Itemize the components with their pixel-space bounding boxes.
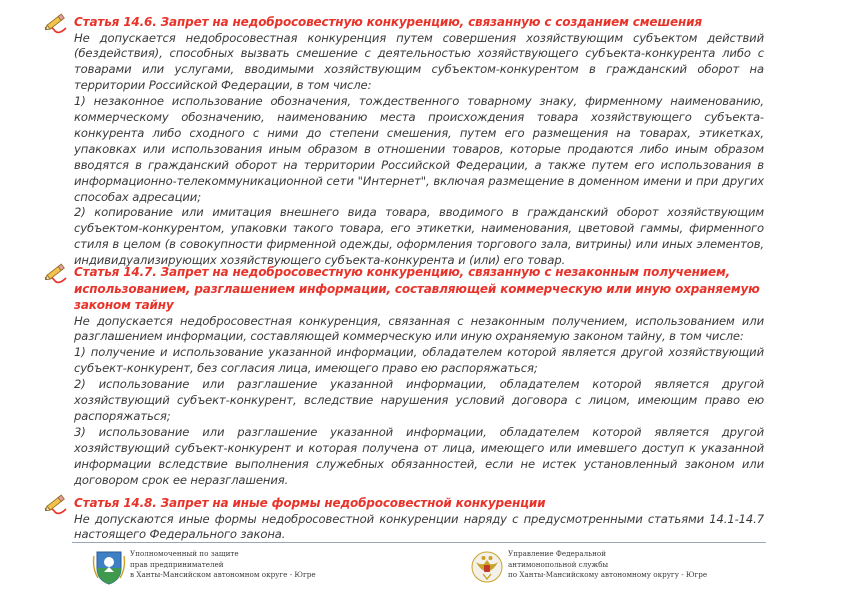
article-14-7 [74, 264, 764, 488]
footer-line: в Ханты-Мансийском автономном округе - Югре [130, 570, 316, 580]
article-paragraph: 2) использование или разглашение указанной информации, обладателем которой является другой хозяйствующий субъект-конкурент, вследствие нарушения условий договора с лицом, имеющим право ею распоряжаться; [74, 377, 764, 423]
article-paragraph: Не допускается недобросовестная конкуренция путем совершения хозяйствующим субъектом действий (бездействия), способных вызвать смешение с деятельностью хозяйствующего субъекта-конкурента либо с товарами или услугами, вводимыми хозяйствующим субъектом-конкурентом в гражданский оборот на территории Российской Федерации, в том числе: [74, 30, 764, 93]
article-paragraph: 1) незаконное использование обозначения, тождественного товарному знаку, фирменному наименованию, коммерческому обозначению, наименованию места происхождения товара хозяйствующего субъекта-конкурента либо сходного с ними до степени смешения, путем его размещения на товарах, этикетках, упаковках или использования иным образом в отношении товаров, которые продаются либо иным образом вводятся в гражданский оборот на территории Российской Федерации, а также путем его использования в информационно-телекоммуникационной сети "Интернет", включая размещение в доменном имени и при других способах адресации; [74, 94, 764, 204]
khmao-coat-of-arms-icon [92, 548, 126, 586]
pencil-icon [42, 493, 70, 519]
article-heading: Статья 14.6. Запрет на недобросовестную конкуренцию, связанную с созданием смешения [74, 15, 702, 29]
pencil-icon [42, 262, 70, 288]
footer-line: Управление Федеральной [508, 549, 607, 558]
article-paragraph: 3) использование или разглашение указанной информации, обладателем которой является другой хозяйствующий субъект-конкурент и которая получена от лица, имеющего или имевшего доступ к указанной информации вследствие выполнения служебных обязанностей, если не истек установленный законом или договором срок ее неразглашения. [74, 424, 764, 487]
footer-line: антимонопольной службы [508, 559, 609, 569]
article-paragraph: 2) копирование или имитация внешнего вида товара, вводимого в гражданский оборот хозяйствующим субъектом-конкурентом, упаковки такого товара, его этикетки, наименования, цветовой гаммы, фирменного стиля в целом (в совокупности фирменной одежды, оформления торгового зала, витрины) или иных элементов, индивидуализирующих хозяйствующего субъекта-конкурента и (или) его товар. [74, 205, 764, 268]
article-paragraph: Не допускаются иные формы недобросовестной конкуренции наряду с предусмотренными статьями 14.1-14.7 настоящего Федерального закона. [74, 511, 764, 542]
footer-ombudsman [92, 546, 392, 590]
footer-fas-text [508, 549, 707, 581]
article-14-6 [74, 14, 764, 269]
footer-fas [470, 546, 770, 590]
footer-divider [72, 542, 766, 543]
footer-line: по Ханты-Мансийскому автономному округу - Югре [508, 570, 708, 580]
pencil-icon [42, 12, 70, 38]
footer-line: Уполномоченный по защите [130, 549, 239, 558]
fas-eagle-emblem-icon [470, 548, 504, 586]
article-paragraph: Не допускается недобросовестная конкуренция, связанная с незаконным получением, использованием или разглашением информации, составляющей коммерческую или иную охраняемую законом тайну, в том числе: [74, 313, 764, 344]
article-paragraph: 1) получение и использование указанной информации, обладателем которой является другой хозяйствующий субъект-конкурент, без согласия лица, имеющего право ею распоряжаться; [74, 345, 764, 376]
footer-line: прав предпринимателей [130, 559, 224, 569]
article-heading: Статья 14.8. Запрет на иные формы недобросовестной конкуренции [74, 496, 546, 510]
footer-ombudsman-text [130, 549, 316, 581]
article-heading: Статья 14.7. Запрет на недобросовестную конкуренцию, связанную с незаконным получением, использованием, разглашением информации, составляющей коммерческую или иную охраняемую законом тайну [74, 265, 760, 312]
article-14-8 [74, 495, 764, 543]
